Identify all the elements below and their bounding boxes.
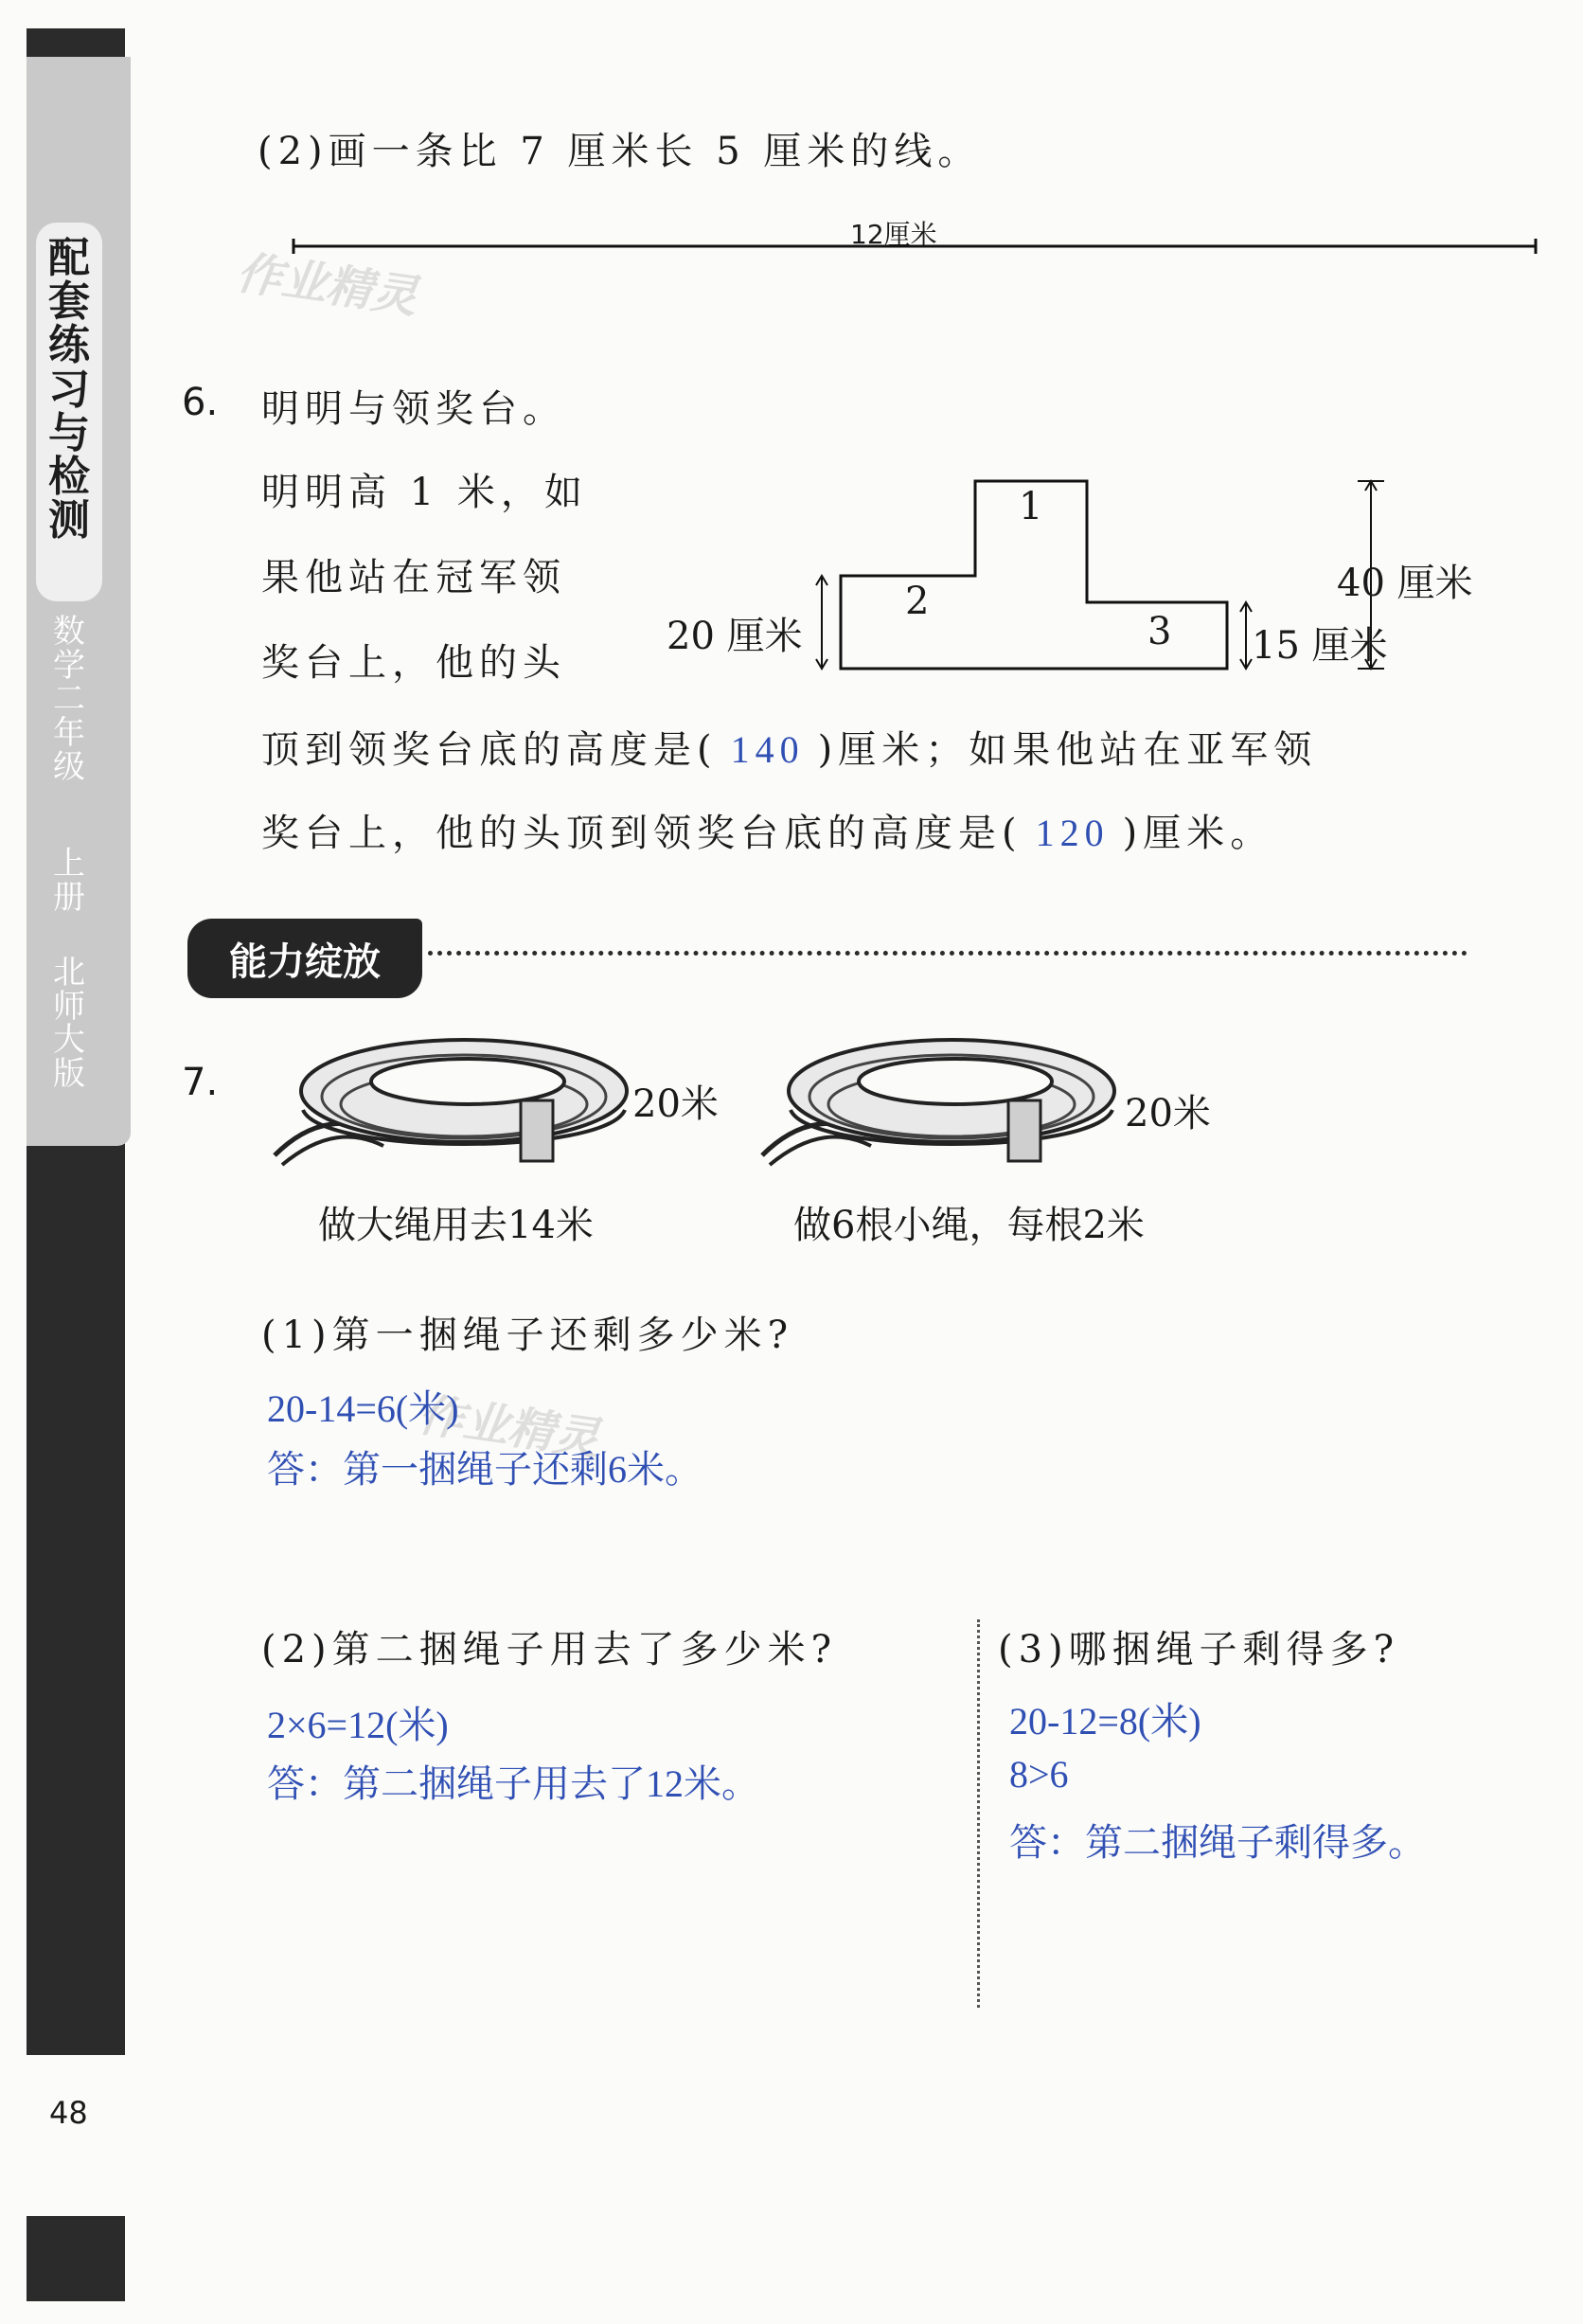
q7-sub3-answer: 答：第二捆绳子剩得多。	[1009, 1821, 1426, 1864]
q6-number: 6.	[182, 381, 219, 424]
q7-sub1-answer: 答：第一捆绳子还剩6米。	[267, 1448, 703, 1491]
q5-part2-prompt: (2)画一条比 7 厘米长 5 厘米的线。	[258, 130, 982, 173]
spine-grade: 数 学 二 年 级	[53, 613, 85, 786]
q7-sub3-comparison: 8>6	[1009, 1753, 1069, 1796]
q7-sub1-question: (1)第一捆绳子还剩多少米?	[261, 1314, 794, 1357]
rope2-length: 20米	[1125, 1092, 1211, 1135]
spine-volume: 上 册	[53, 845, 85, 917]
q7-sub2-question: (2)第二捆绳子用去了多少米?	[261, 1628, 838, 1671]
q6-text-line: 明明高 1 米，如	[261, 471, 588, 514]
rope1-caption: 做大绳用去14米	[318, 1204, 594, 1247]
section-dotted-rule	[428, 951, 1467, 956]
podium-third-label: 3	[1147, 610, 1172, 653]
q7-sub2-answer: 答：第二捆绳子用去了12米。	[267, 1762, 759, 1805]
q6-text-line: 奖台上，他的头	[261, 641, 566, 685]
line-length-label: 12厘米	[850, 219, 937, 250]
answer-blank: 140	[730, 728, 805, 771]
watermark: 作业精灵	[233, 245, 421, 325]
watermark: 作业精灵	[415, 1387, 603, 1467]
q7-sub1-work: 20-14=6(米)	[267, 1387, 459, 1430]
page-number: 48	[49, 2095, 88, 2131]
third-height-label: 15 厘米	[1252, 624, 1388, 668]
total-height-label: 40 厘米	[1337, 562, 1473, 605]
q7-sub3-question: (3)哪捆绳子剩得多?	[998, 1628, 1400, 1671]
answer-blank: 120	[1035, 812, 1110, 854]
q7-sub2-work: 2×6=12(米)	[267, 1704, 449, 1746]
spine-edition: 北 师 大 版	[53, 954, 85, 1094]
rope-coil-icon	[265, 1023, 644, 1193]
q7-number: 7.	[182, 1061, 219, 1104]
q6-text-line5: 奖台上，他的头顶到领奖台底的高度是( 120 )厘米。	[261, 812, 1274, 855]
section-title: 能力绽放	[187, 919, 422, 998]
spine-bottom-band	[27, 2216, 125, 2301]
rope1-length: 20米	[632, 1082, 719, 1126]
podium-first-label: 1	[1019, 485, 1043, 528]
podium-second-label: 2	[905, 580, 930, 623]
q6-text-line: 果他站在冠军领	[261, 556, 566, 599]
second-height-label: 20 厘米	[667, 615, 803, 658]
column-divider	[977, 1619, 980, 2008]
q7-sub3-work: 20-12=8(米)	[1009, 1700, 1201, 1743]
spine-book-title: 配 套 练 习 与 检 测	[48, 234, 90, 545]
rope2-caption: 做6根小绳，每根2米	[793, 1204, 1145, 1247]
q6-text-line4: 顶到领奖台底的高度是( 140 )厘米；如果他站在亚军领	[261, 728, 1318, 772]
q6-title: 明明与领奖台。	[261, 387, 566, 431]
rope-coil-icon	[753, 1023, 1131, 1193]
